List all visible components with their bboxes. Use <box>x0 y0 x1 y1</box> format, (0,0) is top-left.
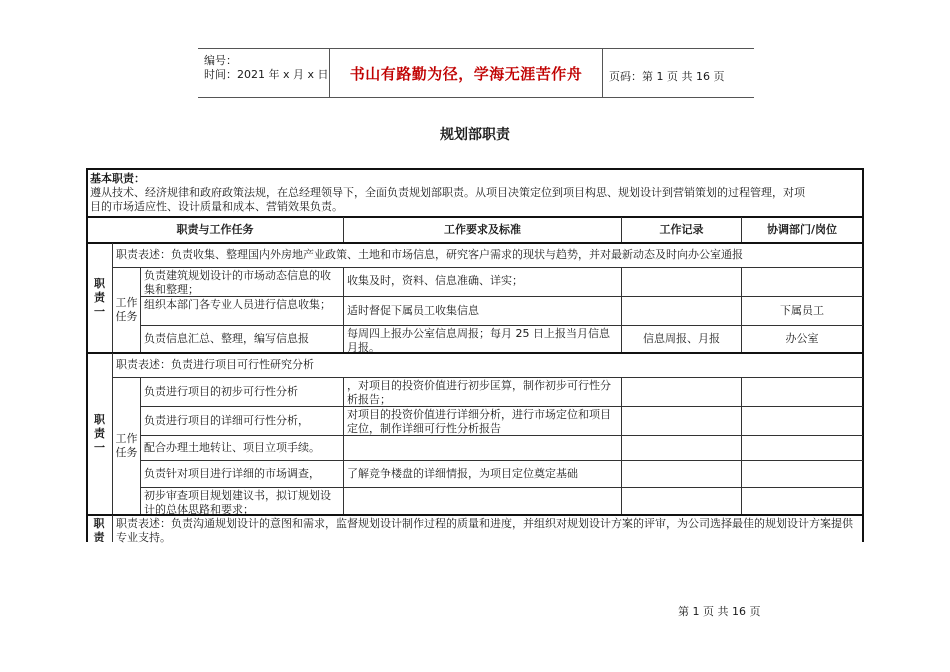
basic-duty-cell <box>87 170 862 216</box>
duty1-task-3: 负责信息汇总、整理，编写信息报 <box>144 332 309 345</box>
duty1-coord-2: 下属员工 <box>780 304 824 317</box>
duty2-requirement-3 <box>344 436 621 460</box>
column-header-tasks: 职责与工作任务 <box>176 223 254 236</box>
duty2-coord-4 <box>742 461 862 487</box>
column-header-coordination: 协调部门/岗位 <box>766 223 838 236</box>
duty3-label-text: 职责 <box>93 517 105 542</box>
duty2-task-label-text: 工作任务 <box>115 432 138 459</box>
duty1-requirement-3: 每周四上报办公室信息周报；每月 25 日上报当月信息月报。 <box>347 327 610 354</box>
basic-duty-heading: 基本职责： <box>90 172 145 185</box>
duty2-task-label <box>113 378 140 514</box>
duty1-label <box>87 244 112 352</box>
duty2-requirement-2: 对项目的投资价值进行详细分析，进行市场定位和项目定位，制作详细可行性分析报告 <box>347 408 611 435</box>
basic-duty-text-line2: 目的市场适应性、设计质量和成本、营销效果负责。 <box>90 200 343 213</box>
motto: 书山有路勤为径，学海无涯苦作舟 <box>349 65 583 83</box>
duty1-task-label <box>113 268 140 352</box>
column-divider <box>621 217 622 243</box>
duty2-requirement-1: ，对项目的投资价值进行初步匡算，制作初步可行性分析报告； <box>347 379 611 406</box>
duty2-record-5 <box>622 488 741 514</box>
duty1-task-label-text: 工作任务 <box>115 296 138 323</box>
column-header-records: 工作记录 <box>659 223 704 236</box>
duty2-coord-5 <box>742 488 862 514</box>
duty3-label <box>87 516 112 542</box>
number-label: 编号： <box>204 54 237 67</box>
duty1-task-1: 负责建筑规划设计的市场动态信息的收集和整理； <box>144 269 331 296</box>
duty2-task-3: 配合办理土地转让、项目立项手续。 <box>144 441 320 454</box>
duty2-record-4 <box>622 461 741 487</box>
column-divider <box>741 217 742 243</box>
column-divider <box>343 217 344 243</box>
duty2-task-1: 负责进行项目的初步可行性分析 <box>144 385 298 398</box>
duty2-coord-2 <box>742 407 862 435</box>
duty2-coord-3 <box>742 436 862 460</box>
header-info-cell <box>198 49 330 97</box>
duty1-coord-3: 办公室 <box>785 332 819 345</box>
page-number: 页码：第 1 页 共 16 页 <box>609 70 725 83</box>
duty3-description: 职责表述：负责沟通规划设计的意图和需求，监督规划设计制作过程的质量和进度，并组织对规划设计方案的评审，为公司选择最佳的规划设计方案提供专业支持。 <box>116 517 853 544</box>
duty1-coord-1 <box>742 268 862 296</box>
duty1-record-3: 信息周报、月报 <box>643 332 720 345</box>
table-right-border <box>862 168 864 542</box>
page-footer: 第 1 页 共 16 页 <box>678 605 761 618</box>
duty2-requirement-5 <box>344 488 621 514</box>
duty2-task-4: 负责针对项目进行详细的市场调查， <box>144 467 320 480</box>
duty2-label-text: 职责一 <box>94 413 105 454</box>
duty1-requirement-1: 收集及时，资料、信息准确、详实； <box>347 274 523 287</box>
duty2-requirement-4: 了解竞争楼盘的详细情报，为项目定位奠定基础 <box>347 467 578 480</box>
duty2-description: 职责表述：负责进行项目可行性研究分析 <box>116 358 314 371</box>
column-header-requirements: 工作要求及标准 <box>444 223 521 236</box>
duty1-label-text: 职责一 <box>94 277 105 318</box>
duty1-record-1 <box>622 268 741 296</box>
duty2-task-2: 负责进行项目的详细可行性分析， <box>144 414 309 427</box>
document-header <box>198 48 754 98</box>
duty2-record-3 <box>622 436 741 460</box>
time-label: 时间：2021 年 x 月 x 日 <box>204 68 329 81</box>
duty2-coord-1 <box>742 378 862 406</box>
duty2-label <box>87 354 112 514</box>
duty1-requirement-2: 适时督促下属员工收集信息 <box>347 304 479 317</box>
duty1-record-2 <box>622 297 741 325</box>
header-page-cell <box>603 49 754 97</box>
duty1-task-2: 组织本部门各专业人员进行信息收集； <box>144 298 331 311</box>
duty2-record-1 <box>622 378 741 406</box>
duty1-description: 职责表述：负责收集、整理国内外房地产业政策、土地和市场信息，研究客户需求的现状与趋势，并对最新动态及时向办公室通报 <box>116 248 743 261</box>
page-title: 规划部职责 <box>440 127 510 143</box>
basic-duty-text-line1: 遵从技术、经济规律和政府政策法规，在总经理领导下，全面负责规划部职责。从项目决策定位到项目构思、规划设计到营销策划的过程管理，对项 <box>90 186 805 199</box>
header-motto-cell <box>330 49 603 97</box>
duty2-record-2 <box>622 407 741 435</box>
duty2-task-5: 初步审查项目规划建议书，拟订规划设计的总体思路和要求； <box>144 489 331 516</box>
